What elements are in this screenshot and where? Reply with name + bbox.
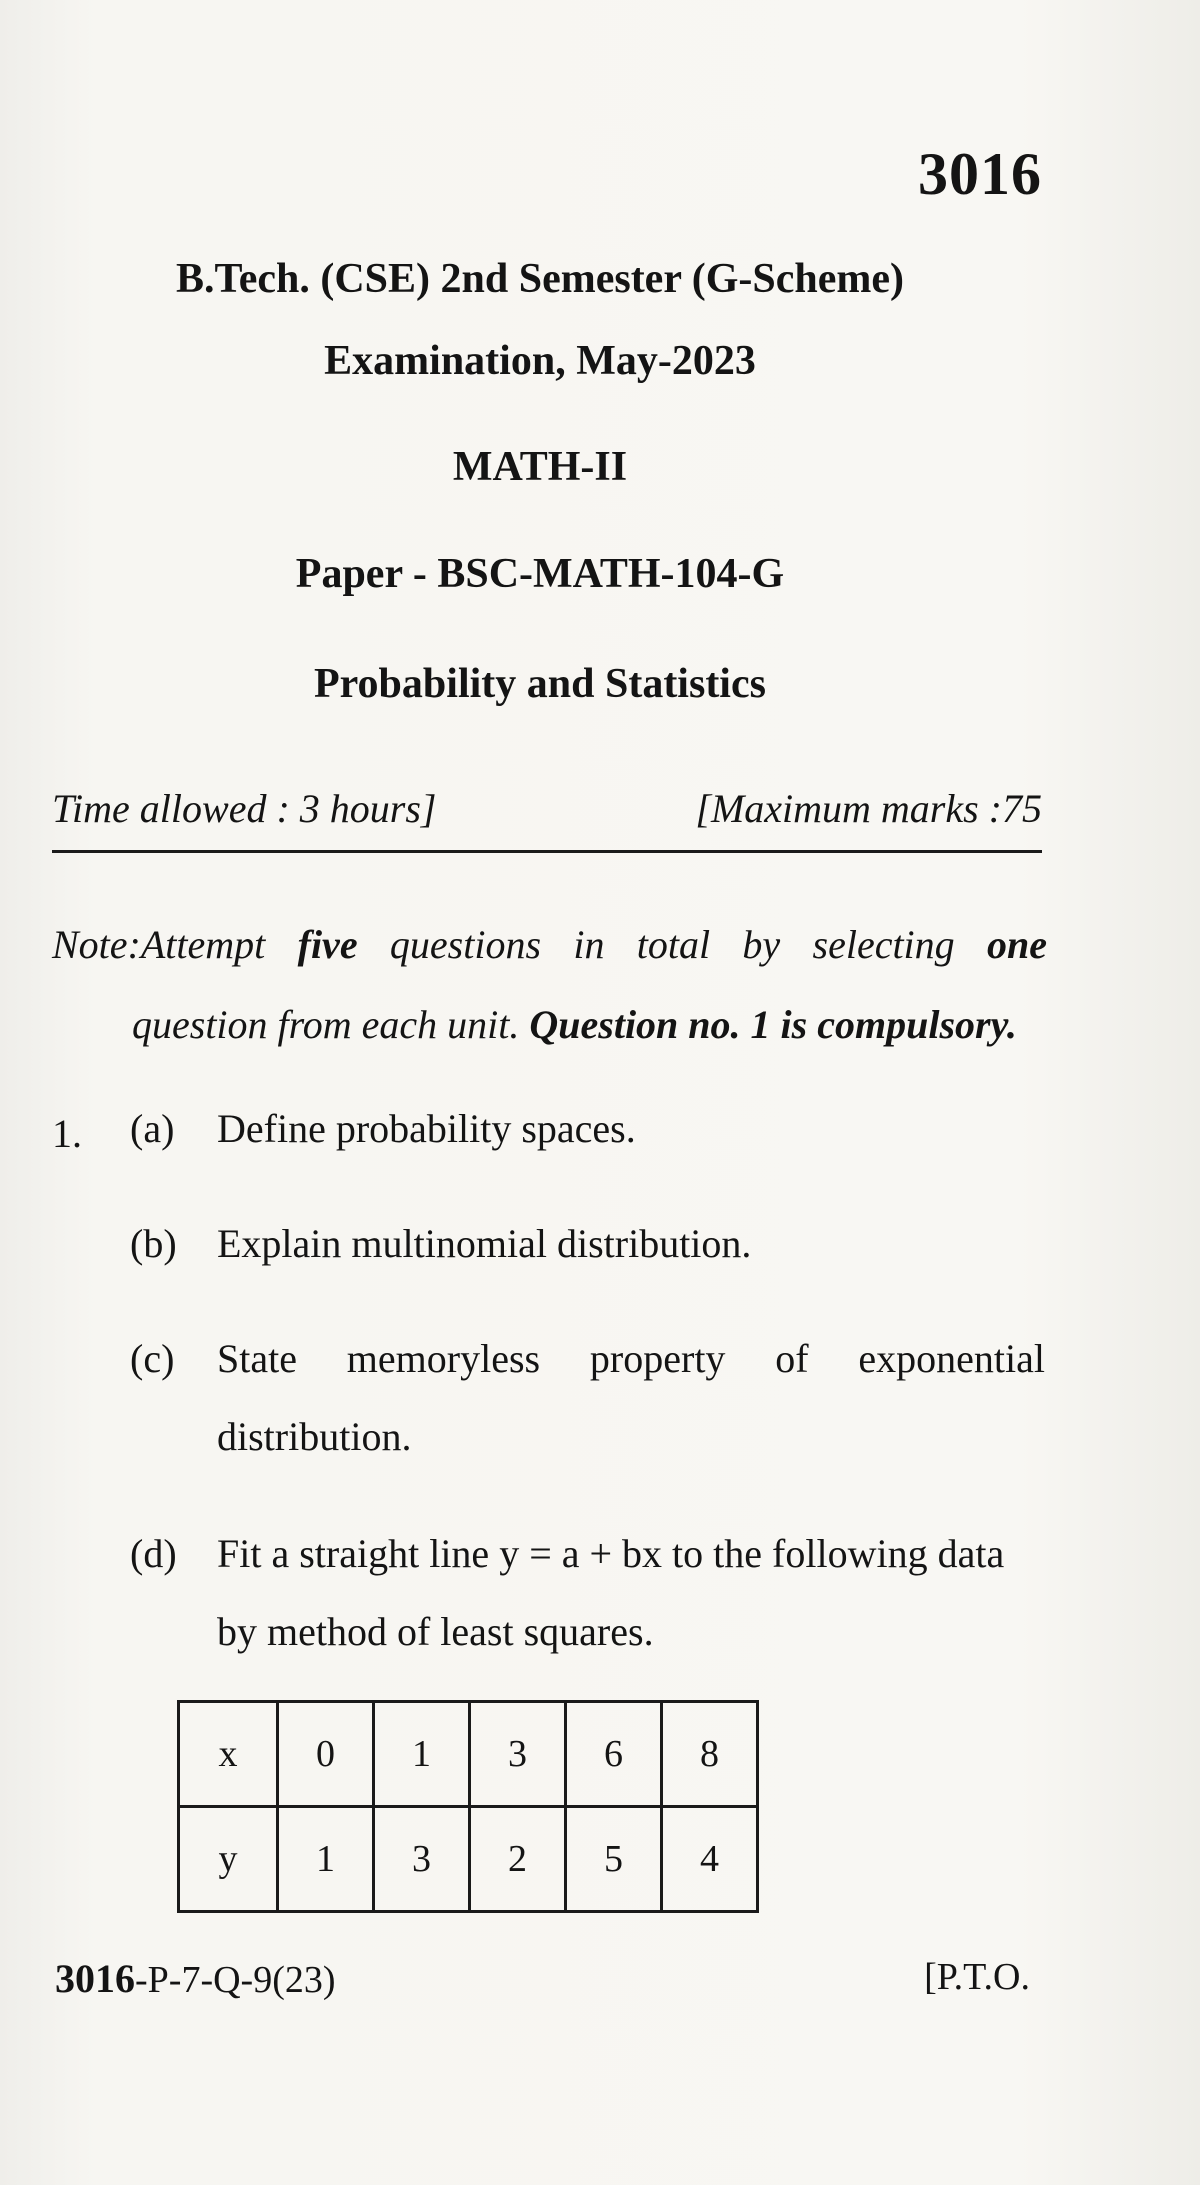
footer-code-suffix: -P-7-Q-9(23) [135, 1959, 336, 2001]
question-part-d [130, 1515, 1045, 1671]
subject-heading: MATH-II [452, 444, 628, 490]
divider-rule [52, 850, 1042, 853]
data-table [177, 1700, 759, 1913]
note-prefix: Note: [52, 922, 141, 967]
question-number: 1. [52, 1111, 82, 1156]
part-label: (b) [130, 1221, 177, 1266]
part-text: State memoryless property of exponential distribution. [217, 1336, 1045, 1459]
part-text: Define probability spaces. [217, 1106, 636, 1151]
paper-title: Probability and Statistics [314, 661, 766, 707]
table-cell: 1 [374, 1702, 470, 1807]
footer-code [55, 1955, 336, 2002]
table-row-label: y [179, 1807, 278, 1912]
part-label: (a) [130, 1106, 175, 1151]
part-label: (d) [130, 1531, 177, 1576]
pto-label: [P.T.O. [924, 1956, 1030, 1998]
table-cell: 4 [662, 1807, 758, 1912]
table-cell: 1 [278, 1807, 374, 1912]
note-text-1b: five [297, 922, 358, 967]
table-cell: 2 [470, 1807, 566, 1912]
table-cell: 3 [374, 1807, 470, 1912]
note-text-1c: questions in total by selecting [357, 922, 987, 967]
part-text: Explain multinomial distribution. [217, 1221, 752, 1266]
instructions-note [52, 905, 1047, 1065]
exam-heading: Examination, May-2023 [324, 338, 756, 384]
time-allowed: Time allowed : 3 hours] [52, 786, 437, 831]
question-part-a [130, 1090, 1045, 1168]
table-cell: 8 [662, 1702, 758, 1807]
note-line-1 [52, 905, 1047, 985]
footer-code-number: 3016 [55, 1956, 135, 2001]
table-cell: 5 [566, 1807, 662, 1912]
table-row-x [179, 1702, 758, 1807]
note-text-1a: Attempt [140, 922, 298, 967]
maximum-marks: [Maximum marks :75 [695, 786, 1042, 831]
table-row-y [179, 1807, 758, 1912]
table-cell: 3 [470, 1702, 566, 1807]
paper-heading: Paper - BSC-MATH-104-G [295, 551, 785, 597]
note-text-1d: one [987, 922, 1047, 967]
note-text-2b: Question no. 1 is compulsory. [529, 1002, 1017, 1047]
part-label: (c) [130, 1336, 175, 1381]
paper-code: 3016 [918, 141, 1042, 207]
table-row-label: x [179, 1702, 278, 1807]
table-cell: 0 [278, 1702, 374, 1807]
table-cell: 6 [566, 1702, 662, 1807]
note-line-2 [52, 985, 1047, 1065]
part-text: Fit a straight line y = a + bx to the following data by method of least squares. [217, 1531, 1005, 1654]
note-text-2a: question from each unit. [132, 1002, 530, 1047]
question-part-c [130, 1320, 1045, 1476]
question-part-b [130, 1205, 1045, 1283]
course-heading: B.Tech. (CSE) 2nd Semester (G-Scheme) [176, 256, 904, 302]
